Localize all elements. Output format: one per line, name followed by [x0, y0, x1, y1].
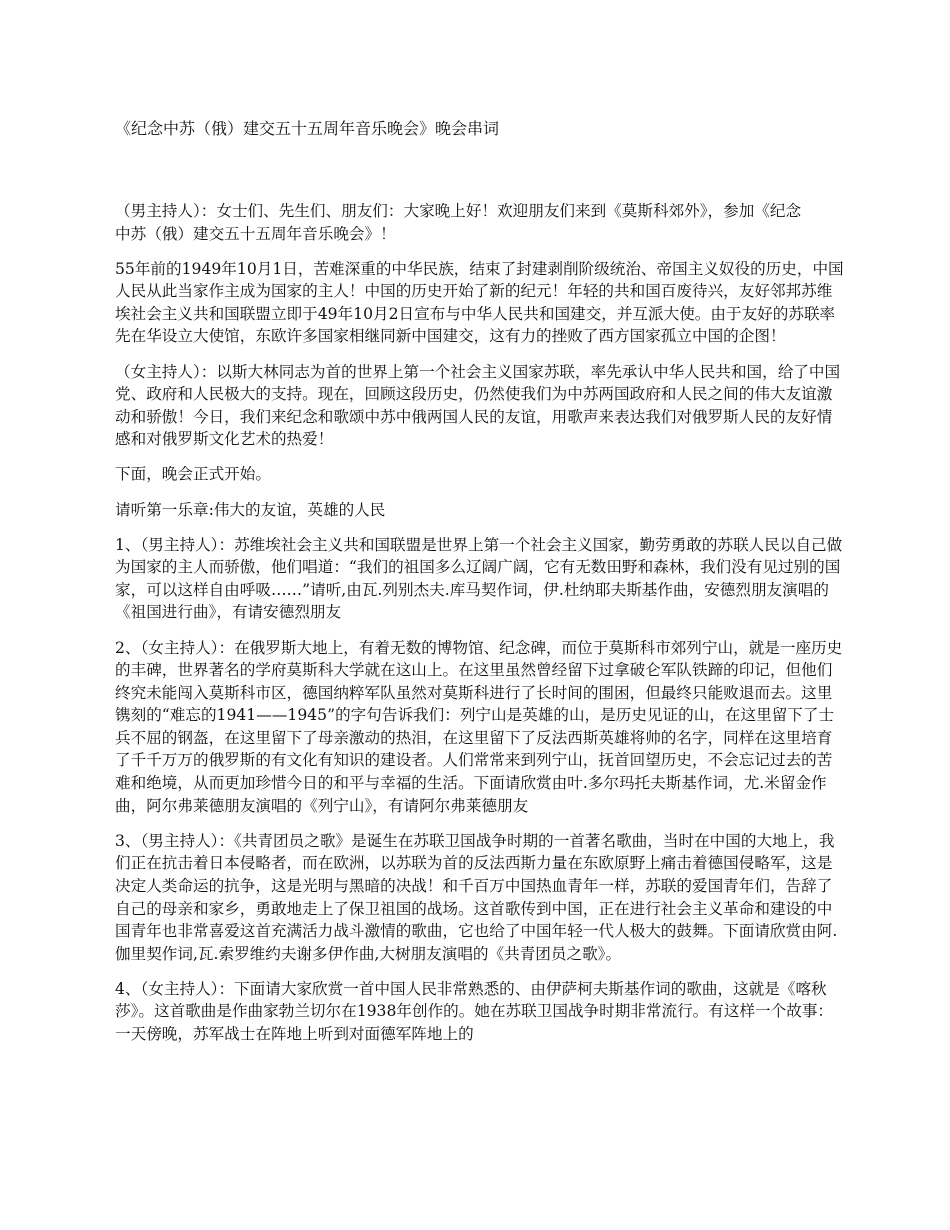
document-page: [115, 118, 845, 1058]
paragraph-item-3: 3、（男主持人）：《共青团员之歌》是诞生在苏联卫国战争时期的一首著名歌曲，当时在中国的大地上，我们正在抗击着日本侵略者，而在欧洲，以苏联为首的反法西斯力量在东欧原野上痛击着德国侵略军，这是决定人类命运的抗争，这是光明与黑暗的决战！和千百万中国热血青年一样，苏联的爱国青年们，告辞了自己的母亲和家乡，勇敢地走上了保卫祖国的战场。这首歌传到中国，正在进行社会主义革命和建设的中国青年也非常喜爱这首充满活力战斗激情的歌曲，它也给了中国年轻一代人极大的鼓舞。下面请欣赏由阿.伽里契作词,瓦.索罗维约夫谢多伊作曲,大树朋友演唱的《共青团员之歌》。: [115, 831, 838, 963]
paragraph-item-4: 4、（女主持人）：下面请大家欣赏一首中国人民非常熟悉的、由伊萨柯夫斯基作词的歌曲，这就是《喀秋莎》。这首歌曲是作曲家勃兰切尔在1938年创作的。她在苏联卫国战争时期非常流行。有这样一个故事：一天傍晚，苏军战士在阵地上听到对面德军阵地上的: [115, 979, 834, 1043]
paragraph-first-movement: 请听第一乐章:伟大的友谊，英雄的人民: [115, 500, 386, 519]
document-title: 《纪念中苏（俄）建交五十五周年音乐晚会》晚会串词: [115, 119, 500, 138]
paragraph-female-host-stalin: （女主持人）：以斯大林同志为首的世界上第一个社会主义国家苏联，率先承认中华人民共和国，给了中国党、政府和人民极大的支持。现在，回顾这段历史，仍然使我们为中苏两国政府和人民之间的伟大友谊激动和骄傲！今日，我们来纪念和歌颂中苏中俄两国人民的友谊，用歌声来表达我们对俄罗斯人民的友好情感和对俄罗斯文化艺术的热爱！: [115, 362, 841, 449]
paragraph-item-2: 2、（女主持人）：在俄罗斯大地上，有着无数的博物馆、纪念碑，而位于莫斯科市郊列宁山，就是一座历史的丰碑，世界著名的学府莫斯科大学就在这山上。在这里虽然曾经留下过拿破仑军队铁蹄的印记，但他们终究未能闯入莫斯科市区，德国纳粹军队虽然对莫斯科进行了长时间的围困，但最终只能败退而去。这里镌刻的“难忘的1941——1945”的字句告诉我们：列宁山是英雄的山，是历史见证的山，在这里留下了士兵不屈的钢盔，在这里留下了母亲激动的热泪，在这里留下了反法西斯英雄将帅的名字，同样在这里培育了千千万万的俄罗斯的有文化有知识的建设者。人们常常来到列宁山，抚首回望历史，不会忘记过去的苦难和绝境，从而更加珍惜今日的和平与幸福的生活。下面请欣赏由叶.多尔玛托夫斯基作词，尤.米留金作曲，阿尔弗莱德朋友演唱的《列宁山》，有请阿尔弗莱德朋友: [115, 638, 843, 815]
paragraph-item-1: 1、（男主持人）：苏维埃社会主义共和国联盟是世界上第一个社会主义国家，勤劳勇敢的苏联人民以自己做为国家的主人而骄傲，他们唱道：“我们的祖国多么辽阔广阔，它有无数田野和森林，我们没有见过别的国家，可以这样自由呼吸……”请听,由瓦.列别杰夫.库马契作词，伊.杜纳耶夫斯基作曲，安德烈朋友演唱的《祖国进行曲》，有请安德烈朋友: [115, 535, 843, 622]
paragraph-history-1949: 55年前的1949年10月1日，苦难深重的中华民族，结束了封建剥削阶级统治、帝国主义奴役的历史，中国人民从此当家作主成为国家的主人！中国的历史开始了新的纪元！年轻的共和国百废待兴，友好邻邦苏维埃社会主义共和国联盟立即于49年10月2日宣布与中华人民共和国建交，并互派大使。由于友好的苏联率先在华设立大使馆，东欧许多国家相继同新中国建交，这有力的挫败了西方国家孤立中国的企图！: [115, 259, 844, 346]
paragraph-opening-male-host: （男主持人）：女士们、先生们、朋友们：大家晚上好！欢迎朋友们来到《莫斯科郊外》，参加《纪念中苏（俄）建交五十五周年音乐晚会》！: [115, 202, 802, 243]
paragraph-start-announcement: 下面，晚会正式开始。: [115, 465, 271, 484]
